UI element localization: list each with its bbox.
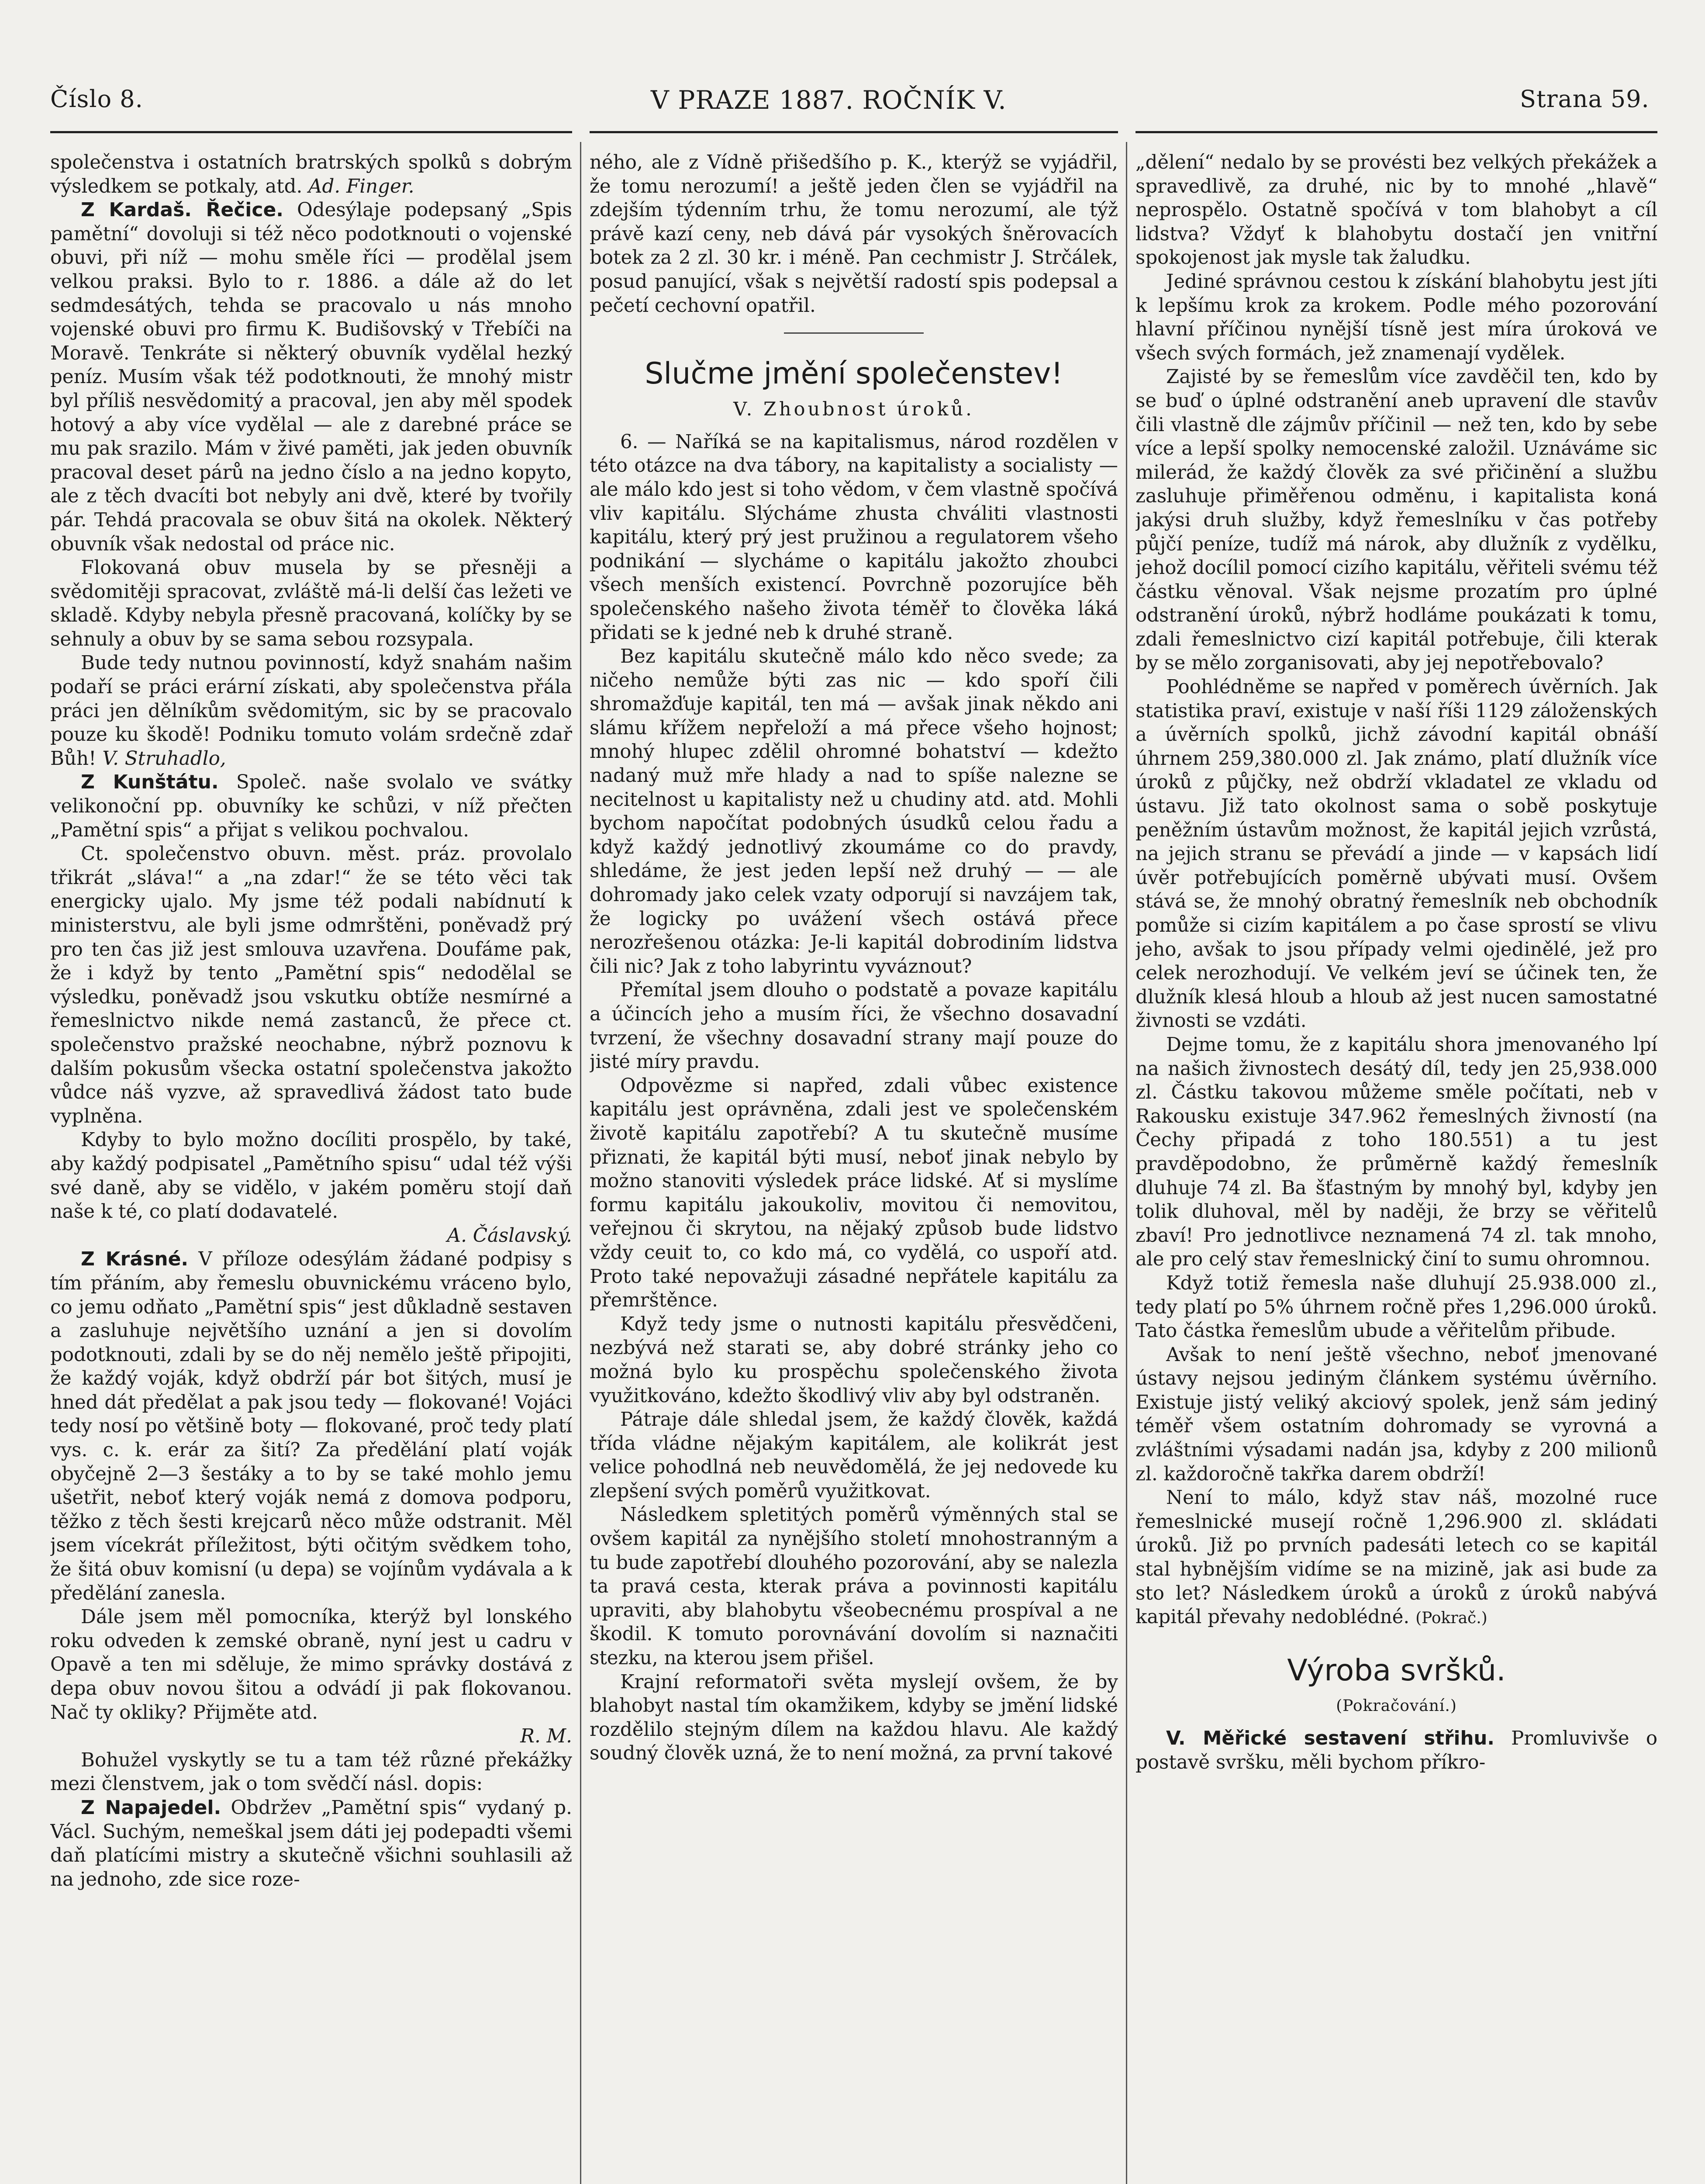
article-paragraph: společenstva i ostatních bratrských spolků s dobrým výsledkem se potkaly, atd. Ad. Finger.: [50, 152, 572, 197]
article-paragraph: Když tedy jsme o nutnosti kapitálu přesvědčeni, nezbývá než starati se, aby dobré stránky jeho co možná bylo ku prospěchu společenského života využitkováno, kdežto škodlivý vliv aby byl odstraněn.: [590, 1313, 1118, 1407]
article-title: Slučme jmění společenstev!: [645, 356, 1063, 391]
article-paragraph: Dále jsem měl pomocníka, kterýž byl lonského roku odveden k zemské obraně, nyní jest u cadru v Opavě a ten mi sděluje, že mimo správky dostává z depa obuv novou šitou a odvádí ji pak flokovanou. Nač ty okliky? Přijměte atd.: [50, 1606, 572, 1724]
publication-line: V PRAZE 1887. ROČNÍK V.: [651, 85, 1007, 115]
article-paragraph: V. Měřické sestavení střihu. Promluvivše o postavě svršku, měli bychom příkro-: [1136, 1728, 1657, 1773]
article-paragraph: Bude tedy nutnou povinností, když snahám našim podaří se práci erární získati, aby společenstva přála práci jen dělníkům svědomitým, sic by se pracovalo pouze ku škodě! Podniku tomuto volám srdečně zdař Bůh! V. Struhadlo,: [50, 652, 572, 770]
article-paragraph: Jediné správnou cestou k získání blahobytu jest jíti k lepšímu krok za krokem. Podle mého pozorování hlavní příčinou nynější tísně jest míra úroková ve všech svých formách, jež znamenají vydělek.: [1136, 270, 1657, 364]
column-1: [50, 151, 572, 2184]
article-title: Výroba svršků.: [1287, 1653, 1506, 1688]
signature: A. Čáslavský.: [447, 1224, 572, 1247]
article-paragraph: Z Kunštátu. Společ. naše svolalo ve svátky velikonoční pp. obuvníky ke schůzi, v níž přečten „Pamětní spis“ a přijat s velikou pochvalou.: [50, 771, 572, 841]
article-paragraph: 6. — Naříká se na kapitalismus, národ rozdělen v této otázce na dva tábory, na kapitalisty a socialisty — ale málo kdo jest si toho vědom, v čem vlastně spočívá vliv kapitálu. Slýcháme zhusta chváliti vlastnosti kapitálu, který prý jest pružinou a regulatorem všeho podnikání — slycháme o kapitálu jakožto zhoubci všech menších existencí. Povrchně pozorujíce běh společenského našeho života téměř to člověka láká přidati se k jedné neb k druhé straně.: [590, 431, 1118, 644]
article-paragraph: Není to málo, když stav náš, mozolné ruce řemeslnické musejí ročně 1,296.900 zl. skládati úroků. Již po prvních padesáti letech co se kapitál stal hybnějším vidíme se na mizině, jak asi bude za sto let? Následkem úroků a úroků z úroků nabývá kapitál převahy nedoblédné. (Pokrač.): [1136, 1487, 1657, 1628]
article-paragraph: Zajisté by se řemeslům více zavděčil ten, kdo by se buď o úplné odstranění aneb upravení dle stavův čili vlastně dle zájmův příčinil — než ten, kdo by sebe více a lepší spolky nemocenské založil. Uznáváme sic milerád, že každý člověk za své přičinění a službu zasluhuje přiměřenou odměnu, i kapitalista koná jakýsi druh služby, když řemeslníku v čas potřeby půjčí peníze, tudíž má nárok, aby dlužník z vydělku, jehož docílil pomocí cizího kapitálu, věřiteli svému též částku věnoval. Však nejsme prozatím pro úplné odstranění úroků, nýbrž hodláme poukázati k tomu, zdali řemeslnictvo cizí kapitál potřebuje, čili kterak by se mělo zorganisovati, aby jej nepotřebovalo?: [1136, 366, 1657, 674]
article-paragraph: Bez kapitálu skutečně málo kdo něco svede; za ničeho nemůže býti zas nic — kdo spoří čili shromažďuje kapitál, ten má — avšak jinak někdo ani slámu křížem nepřeloží a má přece všeho hojnost; mnohý hlupec zdělil ohromné bohatství — kdežto nadaný muž mře hlady a nad to spíše nalezne se necitelnost u kapitalisty než u chudiny atd. atd. Mohli bychom napočítat podobných úsudků celou řadu a když každý jednotlivý zkoumáme co do pravdy, shledáme, že jest jeden lepší než druhý — — ale dohromady jako celek vzaty odporují si navzájem tak, že logicky po uvážení všech ostává přece nerozřešenou otázka: Je-li kapitál dobrodiním lidstva čili nic? Jak z toho labyrintu vyváznout?: [590, 646, 1118, 978]
continued-note: (Pokrač.): [1415, 1609, 1488, 1628]
column-3: [1136, 151, 1657, 2184]
article-paragraph: Když totiž řemesla naše dluhují 25.938.000 zl., tedy platí po 5% úhrnem ročně přes 1,296.000 úroků. Tato částka řemeslům ubude a věřitelům přibude.: [1136, 1272, 1657, 1342]
issue-number: Číslo 8.: [50, 85, 143, 113]
signature: Ad. Finger.: [308, 175, 414, 197]
article-paragraph: Krajní reformatoři světa myslejí ovšem, že by blahobyt nastal tím okamžikem, kdyby se jmění lidské rozdělilo stejným dílem na každou hlavu. Ale každý soudný člověk uzná, že to není možná, za první takové: [590, 1671, 1118, 1765]
article-paragraph: Přemítal jsem dlouho o podstatě a povaze kapitálu a účincích jeho a musím říci, že všechno dosavadní tvrzení, že všechny dosavadní strany mají pouze do jisté míry pravdu.: [590, 979, 1118, 1073]
header-rule-right: [1136, 131, 1657, 133]
signature: R. M.: [520, 1725, 572, 1748]
article-paragraph: „dělení“ nedalo by se provésti bez velkých překážek a spravedlivě, za druhé, nic by to mnohé „hlavě“ neprospělo. Ostatně spočívá v tom blahobyt a cíl lidstva? Vždyť k blahobytu dostačí jen vnitřní spokojenost jak mysle tak žaludku.: [1136, 152, 1657, 269]
article-paragraph: Ct. společenstvo obuvn. měst. práz. provolalo třikrát „sláva!“ a „na zdar!“ že se této věci tak energicky ujalo. My jsme též podali nabídnutí k ministerstvu, ale byli jsme odmrštěni, poněvadž prý pro ten čas již jest smlouva uzavřena. Doufáme pak, že i když by tento „Pamětní spis“ nedodělal se výsledku, poněvadž jsou vskutku obtíže nesmírné a řemeslnictvo nikde nemá zastanců, že přece ct. společenstvo pražské neochabne, nýbrž poznovu k dalším pokusům všecka ostatní společenstva jakožto vůdce náš vyzve, až spravedlivá žádost tato bude vyplněna.: [50, 843, 572, 1127]
article-paragraph: Z Kardaš. Řečice. Odesýlaje podepsaný „Spis pamětní“ dovoluji si též něco podotknouti o vojenské obuvi, při níž — mohu směle říci — prodělal jsem velkou praksi. Bylo to r. 1886. a dále až do let sedmdesátých, tehda se pracovalo u nás mnoho vojenské obuvi pro firmu K. Budišovský v Třebíči na Moravě. Tenkráte si některý obuvník vydělal hezký peníz. Musím však též podotknouti, že mnohý mistr byl příliš nesvědomitý a pracoval, jen aby měl spodek hotový a aby více vydělal — ale z darebné práce se mu pak srazilo. Mám v živé paměti, jak jeden obuvník pracoval deset párů na jedno číslo a na jedno kopyto, ale z těch dvacíti bot nebyly ani dvě, které by tvořily pár. Tehdá pracovala se obuv šitá na okolek. Některý obuvník však nedostal od práce nic.: [50, 199, 572, 555]
header-rule-left: [50, 131, 572, 133]
column-divider-1: [580, 142, 581, 2184]
place-heading: Z Kunštátu.: [81, 771, 219, 794]
article-paragraph: Pátraje dále shledal jsem, že každý člověk, každá třída vládne nějakým kapitálem, ale kolikrát jest velice pohodlná neb neuvědomělá, že jej nedovede ku zlepšení svých poměrů využitkovat.: [590, 1409, 1118, 1502]
header-rule-center: [590, 131, 1118, 133]
article-paragraph: Následkem spletitých poměrů výměnných stal se ovšem kapitál za nynějšího století mnohostranným a tu bude zapotřebí dlouhého pozorování, aby se nalezla ta pravá cesta, kterak práva a povinnosti kapitálu upraviti, aby blahobytu všeobecnému prospíval a ne škodil. K tomuto porovnávání dovolím si naznačiti stezku, na kterou jsem přišel.: [590, 1504, 1118, 1669]
article-paragraph: Bohužel vyskytly se tu a tam též různé překážky mezi členstvem, jak o tom svědčí násl. dopis:: [50, 1749, 572, 1795]
article-paragraph: Flokovaná obuv musela by se přesněji a svědomitěji spracovat, zvláště má-li delší čas ležeti ve skladě. Kdyby nebyla přesně pracovaná, kolíčky by se sehnuly a obuv by se sama sebou rozsypala.: [50, 557, 572, 650]
article-paragraph: Z Krásné. V příloze odesýlám žádané podpisy s tím přáním, aby řemeslu obuvnickému vráceno bylo, co jemu odňato „Pamětní spis“ jest důkladně sestaven a zasluhuje největšího uznání a jen si dovolím podotknouti, zdali by se do něj nemělo ještě připojiti, že každý voják, když obdrží pár bot šitých, musí je hned dát předělat a pak jsou tedy — flokované! Vojáci tedy nosí po většině boty — flokované, proč tedy platí vys. c. k. erár za šití? Za předělání platí voják obyčejně 2—3 šestáky a to by se také mohlo jemu ušetřit, neboť který voják nemá z domova podporu, těžko z těch šesti krejcarů něco může odstranit. Měl jsem vícekrát příležitost, býti očitým svědkem toho, že šitá obuv komisní (u depa) se vojínům vydávala a k předělání zanesla.: [50, 1248, 572, 1604]
place-heading: Z Krásné.: [81, 1248, 189, 1271]
article-paragraph: Z Napajedel. Obdržev „Pamětní spis“ vydaný p. Václ. Suchým, nemeškal jsem dáti jej podepadti všemi daň platícími mistry a skutečně všichni souhlasili až na jednoho, zde sice roze-: [50, 1796, 572, 1890]
article-paragraph: Avšak to není ještě všechno, neboť jmenované ústavy nejsou jediným článkem systému úvěrního. Existuje jistý veliký akciový spolek, jenž sám jediný téměř všem ostatním dohromady se vyrovná a zvláštními výsadami nadán jsa, kdyby z 200 milionů zl. každoročně takřka darem obdrží!: [1136, 1344, 1657, 1485]
column-divider-2: [1126, 142, 1127, 2184]
section-lead: V. Měřické sestavení střihu.: [1166, 1728, 1494, 1750]
article-paragraph: Dejme tomu, že z kapitálu shora jmenovaného lpí na našich živnostech desátý díl, tedy jen 25,938.000 zl. Částku takovou můžeme směle počítati, neb v Rakousku existuje 347.962 řemeslných živností (na Čechy připadá z toho 180.551) a tu jest pravděpodobno, že průměrně každý řemeslník dluhuje 74 zl. Ba šťastným by mnohý byl, kdyby jen tolik dluhoval, měl by naději, že brzy se věřitelů zbaví! Pro jednotlivce neznamená 74 zl. tak mnoho, ale pro celý stav řemeslnický činí to sumu ohromnou.: [1136, 1033, 1657, 1271]
column-2: [590, 151, 1118, 2184]
signature: V. Struhadlo,: [102, 747, 226, 770]
section-divider: [784, 332, 924, 334]
article-paragraph: ného, ale z Vídně přišedšího p. K., kterýž se vyjádřil, že tomu nerozumí! a ještě jeden člen se vyjádřil na zdejším týdenním trhu, že tomu nerozumí, ale týž právě kazí ceny, neb dává pár vysokých šněrovacích botek za 2 zl. 30 kr. i méně. Pan cechmistr J. Strčálek, posud panující, však s největší radostí spis podepsal a pečetí cechovní opatřil.: [590, 152, 1118, 317]
place-heading: Z Kardaš. Řečice.: [81, 199, 284, 221]
article-paragraph: Poohlédněme se napřed v poměrech úvěrních. Jak statistika praví, existuje v naší říši 1129 záloženských a úvěrních spolků, jichž závodní kapitál obnáší úhrnem 259,380.000 zl. Jak známo, platí dlužník více úroků z půjčky, než obdrží vkladatel ze vkladu od ústavu. Již tato okolnost sama o sobě poskytuje peněžním ústavům možnost, že kapitál jejich vzrůstá, na jejich stranu se převádí a jinde — v kapsách lidí úvěr potřebujících poměrně ubývati musí. Ovšem stává se, že mnohý obratný řemeslník neb obchodník pomůže si cizím kapitálem a po čase sprostí se vlivu jeho, avšak to jsou případy velmi ojedinělé, jež pro celek nerozhodují. Ve velkém jeví se účinek ten, že dlužník klesá hloub a hloub až jest nucen samostatné živnosti se vzdáti.: [1136, 676, 1657, 1032]
article-paragraph: Odpovězme si napřed, zdali vůbec existence kapitálu jest oprávněna, zdali jest ve společenském životě kapitálu zapotřebí? A tu skutečně musíme přiznati, že kapitál býti musí, neboť jinak nebylo by možno stanoviti výsledek práce lidské. Ať si myslíme formu kapitálu jakoukoliv, movitou či nemovitou, veřejnou či skrytou, na nějaký způsob bude lidstvo vždy ceuit to, co kdo má, co vydělá, co uspoří atd. Proto také nepovažuji zásadné nepřátele kapitálu za přemrštěnce.: [590, 1075, 1118, 1312]
place-heading: Z Napajedel.: [81, 1796, 221, 1819]
page-header: [0, 0, 1705, 144]
page-number: Strana 59.: [1520, 85, 1650, 113]
article-paragraph: Kdyby to bylo možno docíliti prospělo, by také, aby každý podpisatel „Pamětního spisu“ udal též výši své daně, aby se vidělo, v jakém poměru stojí daň naše k té, co platí dodavatelé.: [50, 1129, 572, 1223]
article-subtitle: (Pokračování.): [1336, 1697, 1457, 1715]
article-subtitle: V. Zhoubnost úroků.: [733, 398, 974, 421]
